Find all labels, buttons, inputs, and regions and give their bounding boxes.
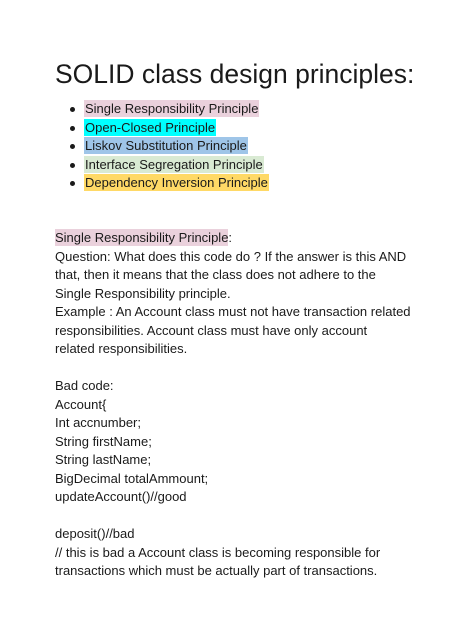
principle-item-isp (70, 156, 269, 175)
srp-heading-suffix: : (228, 230, 233, 245)
principle-item-ocp (70, 119, 269, 138)
principle-item-srp (70, 100, 269, 119)
paragraph-line: responsibilities. Account class must have only account (55, 322, 368, 338)
principle-label: Liskov Substitution Principle (85, 138, 247, 153)
code-line: Bad code: (55, 378, 114, 393)
paragraph-line: Example : An Account class must not have transaction related (55, 304, 411, 319)
bullet-icon (70, 163, 75, 168)
code-line: String firstName; (55, 433, 152, 449)
page-title: SOLID class design principles: (55, 59, 415, 89)
paragraph-line: Question: What does this code do ? If the answer is this AND (55, 248, 407, 264)
paragraph-line: Single Responsibility principle. (55, 285, 231, 301)
code-line: deposit()//bad (55, 526, 135, 541)
paragraph-line: that, then it means that the class does not adhere to the (55, 267, 376, 282)
paragraph-line: // this is bad a Account class is becoming responsible for (55, 544, 381, 560)
principle-label: Open-Closed Principle (85, 119, 216, 135)
srp-heading-line (55, 229, 455, 248)
bullet-icon (70, 126, 75, 131)
srp-heading: Single Responsibility Principle (55, 230, 229, 245)
bullet-icon (70, 181, 75, 186)
principle-label: Dependency Inversion Principle (85, 175, 268, 190)
body-text (55, 229, 455, 581)
blank-line (55, 359, 455, 378)
principle-item-lsp (70, 137, 269, 156)
code-line: String lastName; (55, 452, 152, 467)
principle-label: Single Responsibility Principle (85, 101, 259, 116)
principle-item-dip (70, 174, 269, 193)
code-line: Int accnumber; (55, 415, 141, 430)
paragraph-line: transactions which must be actually part of transactions. (55, 563, 378, 578)
principles-list (70, 100, 269, 193)
paragraph-line: related responsibilities. (55, 341, 188, 356)
code-line: updateAccount()//good (55, 489, 187, 504)
bullet-icon (70, 144, 75, 149)
code-line: Account{ (55, 396, 107, 412)
code-line: BigDecimal totalAmmount; (55, 470, 209, 486)
blank-line (55, 507, 455, 526)
principle-label: Interface Segregation Principle (85, 156, 263, 172)
bullet-icon (70, 107, 75, 112)
